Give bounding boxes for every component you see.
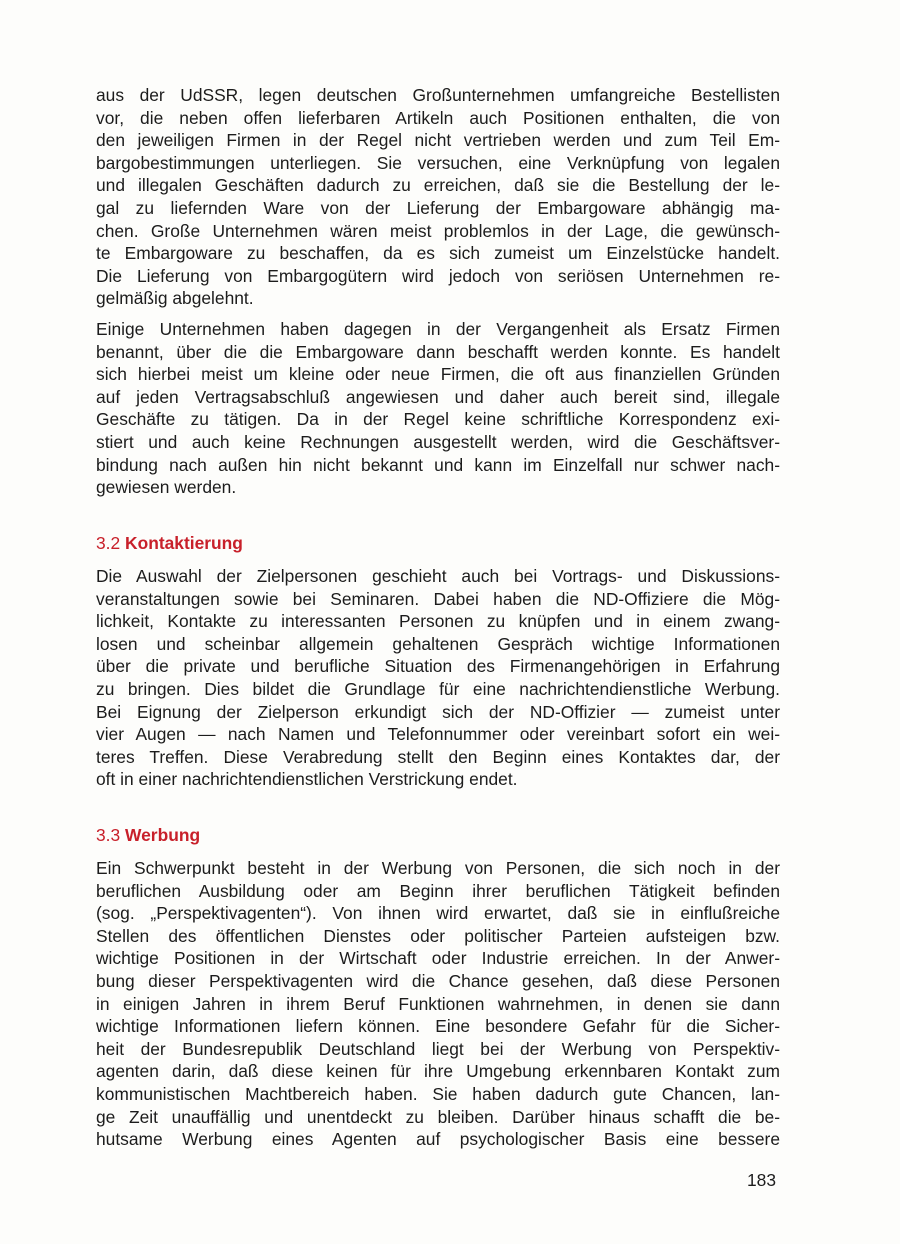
text-line: bung dieser Perspektivagenten wird die Chance gesehen, daß diese Personen — [96, 970, 780, 991]
section-heading-3-3 — [96, 824, 200, 846]
text-line: lichkeit, Kontakte zu interessanten Personen zu knüpfen und in einem zwang- — [96, 611, 780, 632]
text-line: gal zu liefernden Ware von der Lieferung der Embargoware abhängig ma- — [96, 197, 780, 218]
text-line: auf jeden Vertragsabschluß angewiesen und daher auch bereit sind, illegale — [96, 386, 780, 407]
text-line: benannt, über die die Embargoware dann beschafft werden konnte. Es handelt — [96, 341, 780, 362]
paragraph-2 — [96, 318, 780, 499]
text-line: beruflichen Ausbildung oder am Beginn ihrer beruflichen Tätigkeit befinden — [96, 880, 780, 901]
text-line: gelmäßig abgelehnt. — [96, 288, 254, 309]
text-line: sich hierbei meist um kleine oder neue Firmen, die oft aus finanziellen Gründen — [96, 364, 780, 385]
paragraph-1 — [96, 84, 780, 310]
text-line: wichtige Positionen in der Wirtschaft oder Industrie erreichen. In der Anwer- — [96, 948, 780, 969]
text-line: teres Treffen. Diese Verabredung stellt den Beginn eines Kontaktes dar, der — [96, 746, 780, 767]
text-line: zu bringen. Dies bildet die Grundlage für eine nachrichtendienstliche Werbung. — [96, 678, 780, 699]
text-line: Geschäfte zu tätigen. Da in der Regel keine schriftliche Korrespondenz exi- — [96, 409, 780, 430]
text-line: ge Zeit unauffällig und unentdeckt zu bleiben. Darüber hinaus schafft die be- — [96, 1106, 780, 1127]
text-line: vier Augen — nach Namen und Telefonnummer oder vereinbart sofort ein wei- — [96, 724, 780, 745]
section-heading-3-2 — [96, 532, 243, 554]
text-line: vor, die neben offen lieferbaren Artikeln auch Positionen enthalten, die von — [96, 107, 780, 128]
text-line: chen. Große Unternehmen wären meist problemlos in der Lage, die gewünsch- — [96, 220, 780, 241]
text-line: oft in einer nachrichtendienstlichen Verstrickung endet. — [96, 769, 518, 790]
text-line: agenten darin, daß diese keinen für ihre Umgebung erkennbaren Kontakt zum — [96, 1061, 780, 1082]
text-line: Bei Eignung der Zielperson erkundigt sich der ND-Offizier — zumeist unter — [96, 701, 780, 722]
text-line: Einige Unternehmen haben dagegen in der Vergangenheit als Ersatz Firmen — [96, 319, 780, 339]
text-line: gewiesen werden. — [96, 477, 237, 498]
text-line: losen und scheinbar allgemein gehaltenen Gespräch wichtige Informationen — [96, 633, 780, 654]
text-line: den jeweiligen Firmen in der Regel nicht vertrieben werden und zum Teil Em- — [96, 130, 780, 151]
text-line: Stellen des öffentlichen Dienstes oder politischer Parteien aufsteigen bzw. — [96, 925, 780, 946]
text-line: über die private und berufliche Situation des Firmenangehörigen in Erfahrung — [96, 656, 780, 677]
text-line: (sog. „Perspektivagenten“). Von ihnen wird erwartet, daß sie in einflußreiche — [96, 903, 780, 924]
paragraph-4 — [96, 857, 780, 1151]
text-line: Ein Schwerpunkt besteht in der Werbung von Personen, die sich noch in der — [96, 858, 780, 878]
text-line: hutsame Werbung eines Agenten auf psychologischer Basis eine bessere — [96, 1129, 780, 1150]
text-line: heit der Bundesrepublik Deutschland liegt bei der Werbung von Perspektiv- — [96, 1038, 780, 1059]
text-line: te Embargoware zu beschaffen, da es sich zumeist um Einzelstücke handelt. — [96, 243, 780, 264]
text-line: bindung nach außen hin nicht bekannt und kann im Einzelfall nur schwer nach- — [96, 454, 780, 475]
text-line: stiert und auch keine Rechnungen ausgestellt werden, wird die Geschäftsver- — [96, 431, 780, 452]
text-line: Die Auswahl der Zielpersonen geschieht auch bei Vortrags- und Diskussions- — [96, 566, 780, 586]
section-number: 3.2 — [96, 533, 121, 553]
section-number: 3.3 — [96, 825, 121, 845]
text-line: kommunistischen Machtbereich haben. Sie haben dadurch gute Chancen, lan- — [96, 1083, 780, 1104]
section-title: Werbung — [125, 825, 201, 845]
section-title: Kontaktierung — [125, 533, 243, 553]
page-number: 183 — [746, 1170, 776, 1190]
text-line: wichtige Informationen liefern können. Eine besondere Gefahr für die Sicher- — [96, 1016, 780, 1037]
text-line: und illegalen Geschäften dadurch zu erreichen, daß sie die Bestellung der le- — [96, 175, 780, 196]
text-line: aus der UdSSR, legen deutschen Großunternehmen umfangreiche Bestellisten — [96, 85, 780, 105]
text-line: Die Lieferung von Embargogütern wird jedoch von seriösen Unternehmen re- — [96, 265, 780, 286]
paragraph-3 — [96, 565, 780, 791]
text-line: in einigen Jahren in ihrem Beruf Funktionen wahrnehmen, in denen sie dann — [96, 993, 780, 1014]
text-line: veranstaltungen sowie bei Seminaren. Dabei haben die ND-Offiziere die Mög- — [96, 588, 780, 609]
text-line: bargobestimmungen unterliegen. Sie versuchen, eine Verknüpfung von legalen — [96, 152, 780, 173]
